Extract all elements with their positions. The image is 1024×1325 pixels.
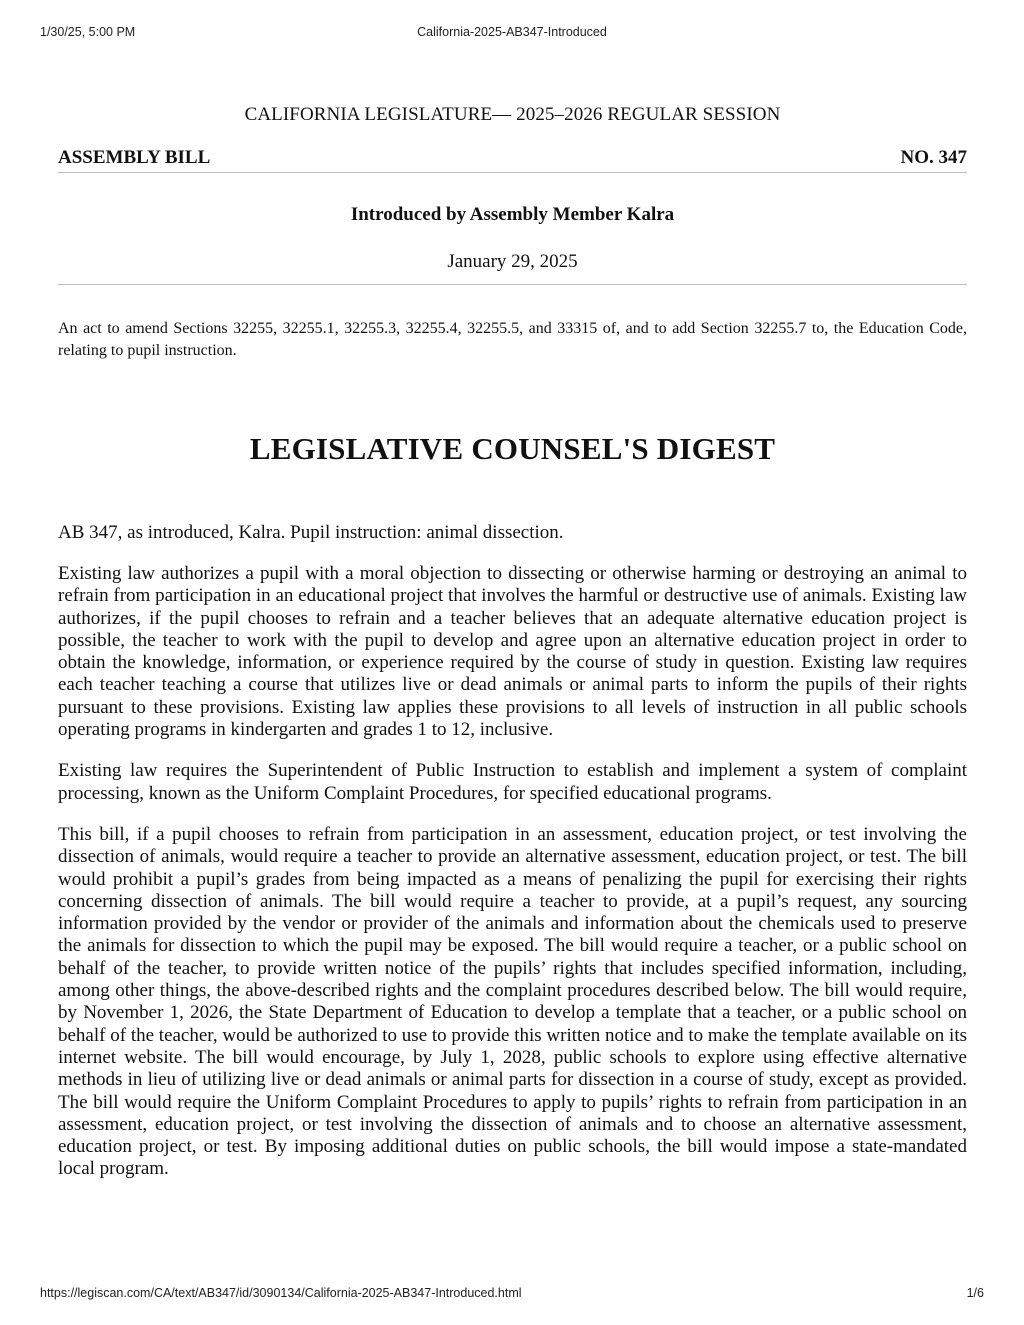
bill-type: ASSEMBLY BILL (58, 147, 211, 168)
introduced-by: Introduced by Assembly Member Kalra (350, 204, 675, 225)
bill-number: NO. 347 (900, 147, 967, 168)
source-url: https://legiscan.com/CA/text/AB347/id/3090134/California-2025-AB347-Introduced.html (40, 1286, 522, 1300)
act-title: An act to amend Sections 32255, 32255.1, 32255.3, 32255.4, 32255.5, and 33315 of, and to add Section 32255.7 to, the Education Code, relating to pupil instruction. (58, 320, 967, 359)
print-header (40, 25, 984, 41)
introduced-date: January 29, 2025 (58, 250, 967, 285)
print-footer (40, 1286, 984, 1302)
digest-paragraph: Existing law requires the Superintendent of Public Instruction to establish and implement a system of complaint processing, known as the Uniform Complaint Procedures, for specified educational programs. (58, 760, 967, 804)
session-heading: CALIFORNIA LEGISLATURE— 2025–2026 REGULAR SESSION (244, 104, 781, 125)
digest-paragraph: Existing law authorizes a pupil with a moral objection to dissecting or otherwise harming or destroying an animal to refrain from participation in an educational project that involves the harmful or destructive use of animals. Existing law authorizes, if the pupil chooses to refrain and a teacher believes that an adequate alternative education project is possible, the teacher to work with the pupil to develop and agree upon an alternative education project in order to obtain the knowledge, information, or experience required by the course of study in question. Existing law requires each teacher teaching a course that utilizes live or dead animals or animal parts to inform the pupils of their rights pursuant to these provisions. Existing law applies these provisions to all levels of instruction in all public schools operating programs in kindergarten and grades 1 to 12, inclusive. (58, 563, 967, 741)
print-doc-title: California-2025-AB347-Introduced (417, 25, 607, 39)
digest-heading: LEGISLATIVE COUNSEL'S DIGEST (249, 431, 776, 466)
bill-document (58, 100, 967, 1181)
print-datetime: 1/30/25, 5:00 PM (40, 25, 136, 39)
bill-identifier-row (58, 146, 967, 173)
digest-paragraph: This bill, if a pupil chooses to refrain from participation in an assessment, education project, or test involving the dissection of animals, would require a teacher to provide an alternative assessment, education project, or test. The bill would prohibit a pupil’s grades from being impacted as a means of penalizing the pupil for exercising their rights concerning dissection of animals. The bill would require a teacher to provide, at a pupil’s request, any sourcing information provided by the vendor or provider of the animals and information about the chemicals used to preserve the animals for dissection to which the pupil may be exposed. The bill would require a teacher, or a public school on behalf of the teacher, to provide written notice of the pupils’ rights that includes specified information, including, among other things, the above-described rights and the complaint procedures described below. The bill would require, by November 1, 2026, the State Department of Education to develop a template that a teacher, or a public school on behalf of the teacher, would be authorized to use to provide this written notice and to make the template available on its internet website. The bill would encourage, by July 1, 2028, public schools to explore using effective alternative methods in lieu of utilizing live or dead animals or animal parts for dissection in a course of study, except as provided. The bill would require the Uniform Complaint Procedures to apply to pupils’ rights to refrain from participation in an assessment, education project, or test involving the dissection of animals and to choose an alternative assessment, education project, or test. By imposing additional duties on public schools, the bill would impose a state-mandated local program. (58, 823, 967, 1180)
digest-summary: AB 347, as introduced, Kalra. Pupil instruction: animal dissection. (58, 522, 564, 543)
page-number: 1/6 (966, 1286, 984, 1300)
